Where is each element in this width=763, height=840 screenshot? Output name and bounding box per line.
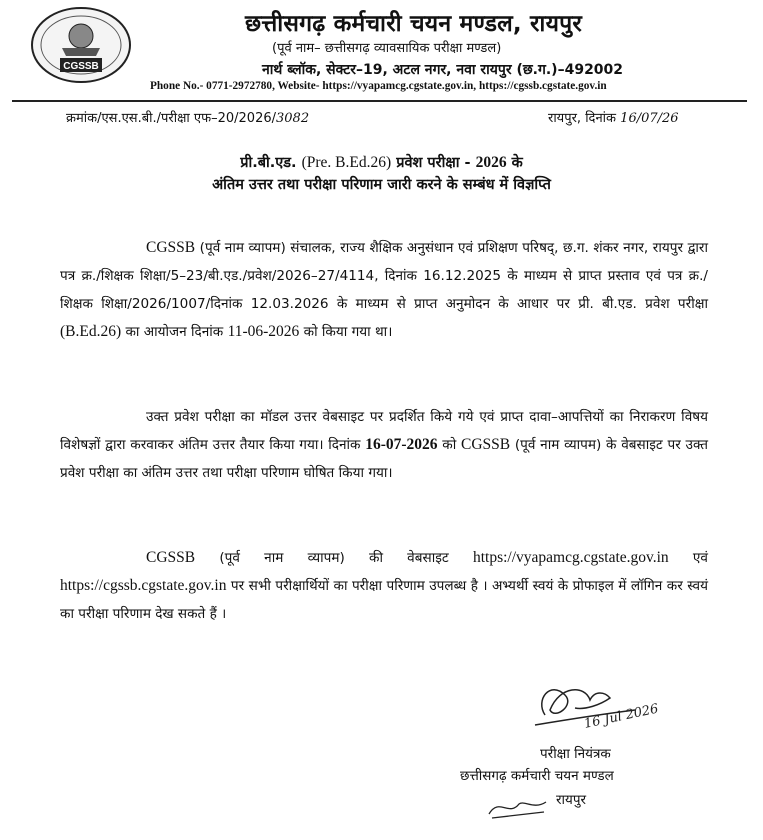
paragraph-2 [60, 403, 708, 487]
notice-title-line2: अंतिम उत्तर तथा परीक्षा परिणाम जारी करने के सम्बंध में विज्ञप्ति [212, 177, 551, 193]
paragraph-1 [60, 234, 708, 346]
signatory-organization: छत्तीसगढ़ कर्मचारी चयन मण्डल [460, 768, 614, 784]
former-name-line: (पूर्व नाम– छत्तीसगढ़ व्यावसायिक परीक्षा मण्डल) [272, 41, 502, 56]
text-run: CGSSB [146, 549, 196, 566]
text-run: CGSSB [146, 239, 196, 256]
text-run: उक्त प्रवेश परीक्षा का मॉडल उत्तर वेबसाइट पर प्रदर्शित किये गये एवं प्राप्त दावा–आपत्तियों का निराकरण विषय विशेषज्ञों द्वारा करवाकर अंतिम उत्तर तैयार किया गया। दिनांक [60, 409, 708, 453]
paragraph-3 [60, 544, 708, 628]
initials-signature [484, 792, 554, 822]
text-run: एवं [668, 550, 708, 566]
text-run: CGSSB [461, 436, 511, 453]
exam-date: 11-06-2026 [227, 323, 300, 340]
handwritten-date: 16/07/26 [620, 111, 679, 126]
website-link-cgssb[interactable]: https://cgssb.cgstate.gov.in [60, 577, 227, 594]
text-run: (B.Ed.26) [60, 323, 122, 340]
contact-line: Phone No.- 0771-2972780, Website- https://vyapamcg.cgstate.gov.in, https://cgssb.cgstate.gov.in [150, 80, 607, 92]
result-date: 16-07-2026 [365, 436, 438, 453]
text-run: (पूर्व नाम व्यापम) के वेबसाइट पर उक्त प्रवेश परीक्षा का अंतिम उत्तर तथा परीक्षा परिणाम घोषित किया गया। [60, 437, 708, 481]
text-run: को [437, 437, 461, 453]
cgssb-emblem-logo [30, 6, 132, 84]
title-part: प्री.बी.एड. [240, 155, 302, 171]
logo-text: CGSSB [63, 61, 99, 72]
controller-signature [505, 670, 665, 745]
title-part: प्रवेश परीक्षा - [391, 155, 476, 171]
notice-title-line1 [0, 152, 763, 172]
reference-handwritten-number: 3082 [276, 111, 310, 126]
place-date-prefix: रायपुर, दिनांक [548, 111, 617, 126]
website-link-vyapam[interactable]: https://vyapamcg.cgstate.gov.in [472, 549, 669, 566]
text-run: का आयोजन दिनांक [121, 324, 228, 340]
org-name-heading: छत्तीसगढ़ कर्मचारी चयन मण्डल, रायपुर [245, 11, 582, 37]
header-divider [12, 100, 747, 102]
text-run: पर सभी परीक्षार्थियों का परीक्षा परिणाम उपलब्ध है । अभ्यर्थी स्वयं के प्रोफाइल में लॉगिन कर स्वयं का परीक्षा परिणाम देख सकते हैं । [60, 578, 708, 622]
title-exam-code: (Pre. B.Ed.26) [301, 154, 392, 171]
address-line: नार्थ ब्लॉक, सेक्टर–19, अटल नगर, नवा रायपुर (छ.ग.)–492002 [262, 62, 624, 78]
title-year: 2026 [475, 154, 507, 171]
reference-prefix: क्रमांक/एस.एस.बी./परीक्षा एफ–20/2026/ [66, 111, 276, 126]
reference-number [66, 108, 309, 126]
text-run: (पूर्व नाम व्यापम) की वेबसाइट [195, 550, 473, 566]
signature-date: 16 Jul 2026 [582, 701, 660, 732]
signatory-place: रायपुर [556, 792, 587, 808]
title-part: के [506, 155, 523, 171]
text-run: को किया गया था। [299, 324, 393, 340]
signatory-designation: परीक्षा नियंत्रक [540, 746, 611, 762]
place-date [548, 108, 679, 126]
text-run: (पूर्व नाम व्यापम) संचालक, राज्य शैक्षिक अनुसंधान एवं प्रशिक्षण परिषद्, छ.ग. शंकर नगर, रायपुर द्वारा पत्र क्र./शिक्षक शिक्षा/5–23/बी.एड./प्रवेश/2026–27/4114, दिनांक 16.12.2025 के माध्यम से प्राप्त प्रस्ताव एवं पत्र क्र./शिक्षक शिक्षा/2026/1007/दिनांक 12.03.2026 के माध्यम से प्राप्त अनुमोदन के आधार पर प्री. बी.एड. प्रवेश परीक्षा [60, 240, 708, 312]
